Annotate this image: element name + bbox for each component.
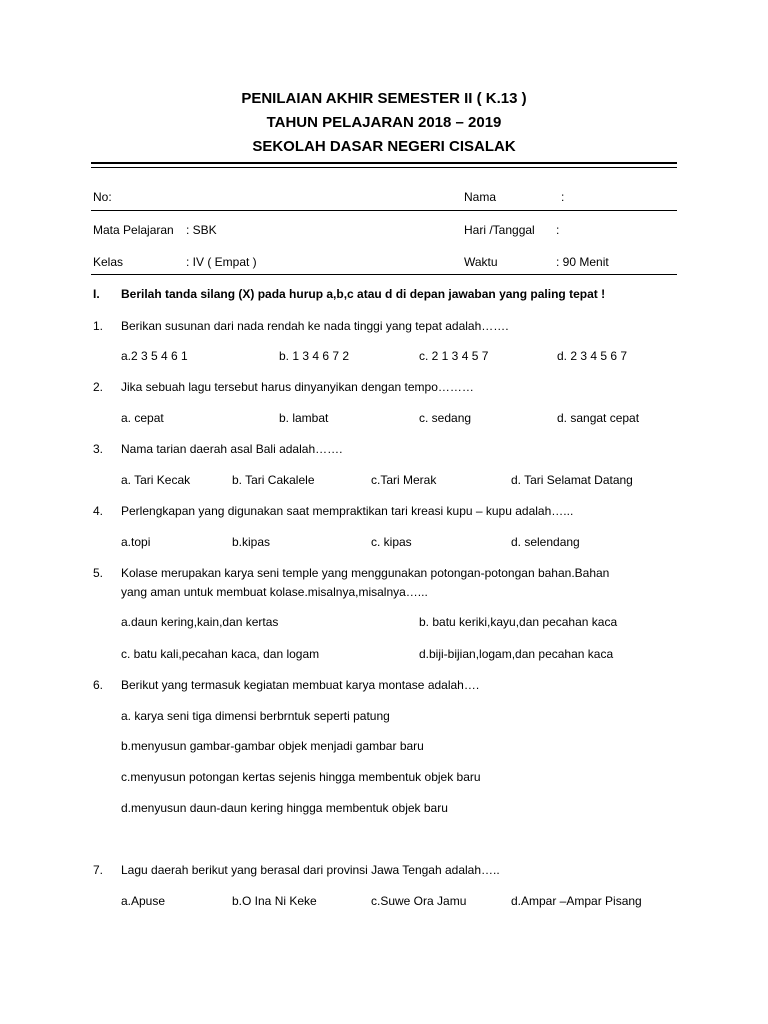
option-d: d.biji-bijian,logam,dan pecahan kaca <box>419 647 614 661</box>
question-text: Kolase merupakan karya seni temple yang menggunakan potongan-potongan bahan.Bahan <box>121 566 610 580</box>
no-label: No: <box>93 190 112 204</box>
option-a: a. karya seni tiga dimensi berbrntuk seperti patung <box>121 709 390 723</box>
option-d: d. 2 3 4 5 6 7 <box>557 349 628 363</box>
option-d: d.Ampar –Ampar Pisang <box>511 894 642 908</box>
option-c: c.menyusun potongan kertas sejenis hingga membentuk objek baru <box>121 770 481 784</box>
school-name: SEKOLAH DASAR NEGERI CISALAK <box>252 138 516 155</box>
option-d: d. Tari Selamat Datang <box>511 473 633 487</box>
option-b: b.kipas <box>232 535 271 549</box>
exam-title: PENILAIAN AKHIR SEMESTER II ( K.13 ) <box>241 90 527 107</box>
question-text: Lagu daerah berikut yang berasal dari provinsi Jawa Tengah adalah….. <box>121 863 500 877</box>
question-number: 2. <box>93 380 104 394</box>
nama-label: Nama <box>464 190 497 204</box>
kelas-value: : IV ( Empat ) <box>186 255 257 269</box>
academic-year: TAHUN PELAJARAN 2018 – 2019 <box>266 114 502 131</box>
question-number: 4. <box>93 504 104 518</box>
option-b: b. batu keriki,kayu,dan pecahan kaca <box>419 615 618 629</box>
info-divider-2 <box>91 274 677 275</box>
option-c: c. kipas <box>371 535 412 549</box>
question-number: 7. <box>93 863 104 877</box>
nama-colon: : <box>561 190 565 204</box>
option-b: b. 1 3 4 6 7 2 <box>279 349 350 363</box>
info-divider-1 <box>91 210 677 211</box>
question-text: Berikut yang termasuk kegiatan membuat karya montase adalah…. <box>121 678 480 692</box>
option-c: c.Tari Merak <box>371 473 437 487</box>
waktu-value: : 90 Menit <box>556 255 609 269</box>
question-number: 3. <box>93 442 104 456</box>
question-text: Berikan susunan dari nada rendah ke nada tinggi yang tepat adalah……. <box>121 319 509 333</box>
mapel-value: : SBK <box>186 223 217 237</box>
section-number: I. <box>93 287 100 301</box>
question-text: Perlengkapan yang digunakan saat mempraktikan tari kreasi kupu – kupu adalah…... <box>121 504 574 518</box>
question-number: 1. <box>93 319 104 333</box>
hari-label: Hari /Tanggal <box>464 223 535 237</box>
header-rule-bottom <box>91 167 677 168</box>
option-c: c. batu kali,pecahan kaca, dan logam <box>121 647 320 661</box>
option-b: b.O Ina Ni Keke <box>232 894 317 908</box>
option-a: a.2 3 5 4 6 1 <box>121 349 188 363</box>
option-a: a. Tari Kecak <box>121 473 191 487</box>
hari-colon: : <box>556 223 560 237</box>
question-text-continued: yang aman untuk membuat kolase.misalnya,misalnya…... <box>121 585 428 599</box>
mapel-label: Mata Pelajaran <box>93 223 174 237</box>
kelas-label: Kelas <box>93 255 124 269</box>
question-text: Jika sebuah lagu tersebut harus dinyanyikan dengan tempo……… <box>121 380 474 394</box>
option-c: c.Suwe Ora Jamu <box>371 894 467 908</box>
question-number: 5. <box>93 566 104 580</box>
section-instruction: Berilah tanda silang (X) pada hurup a,b,c atau d di depan jawaban yang paling tepat ! <box>121 287 606 301</box>
option-d: d.menyusun daun-daun kering hingga membentuk objek baru <box>121 801 448 815</box>
option-b: b. lambat <box>279 411 329 425</box>
option-a: a.daun kering,kain,dan kertas <box>121 615 279 629</box>
question-text: Nama tarian daerah asal Bali adalah……. <box>121 442 343 456</box>
option-b: b.menyusun gambar-gambar objek menjadi gambar baru <box>121 739 424 753</box>
header-rule-top <box>91 162 677 164</box>
option-a: a.Apuse <box>121 894 166 908</box>
option-c: c. sedang <box>419 411 472 425</box>
option-a: a.topi <box>121 535 151 549</box>
waktu-label: Waktu <box>464 255 498 269</box>
question-number: 6. <box>93 678 104 692</box>
option-d: d. selendang <box>511 535 580 549</box>
option-b: b. Tari Cakalele <box>232 473 315 487</box>
option-a: a. cepat <box>121 411 164 425</box>
option-d: d. sangat cepat <box>557 411 640 425</box>
option-c: c. 2 1 3 4 5 7 <box>419 349 489 363</box>
